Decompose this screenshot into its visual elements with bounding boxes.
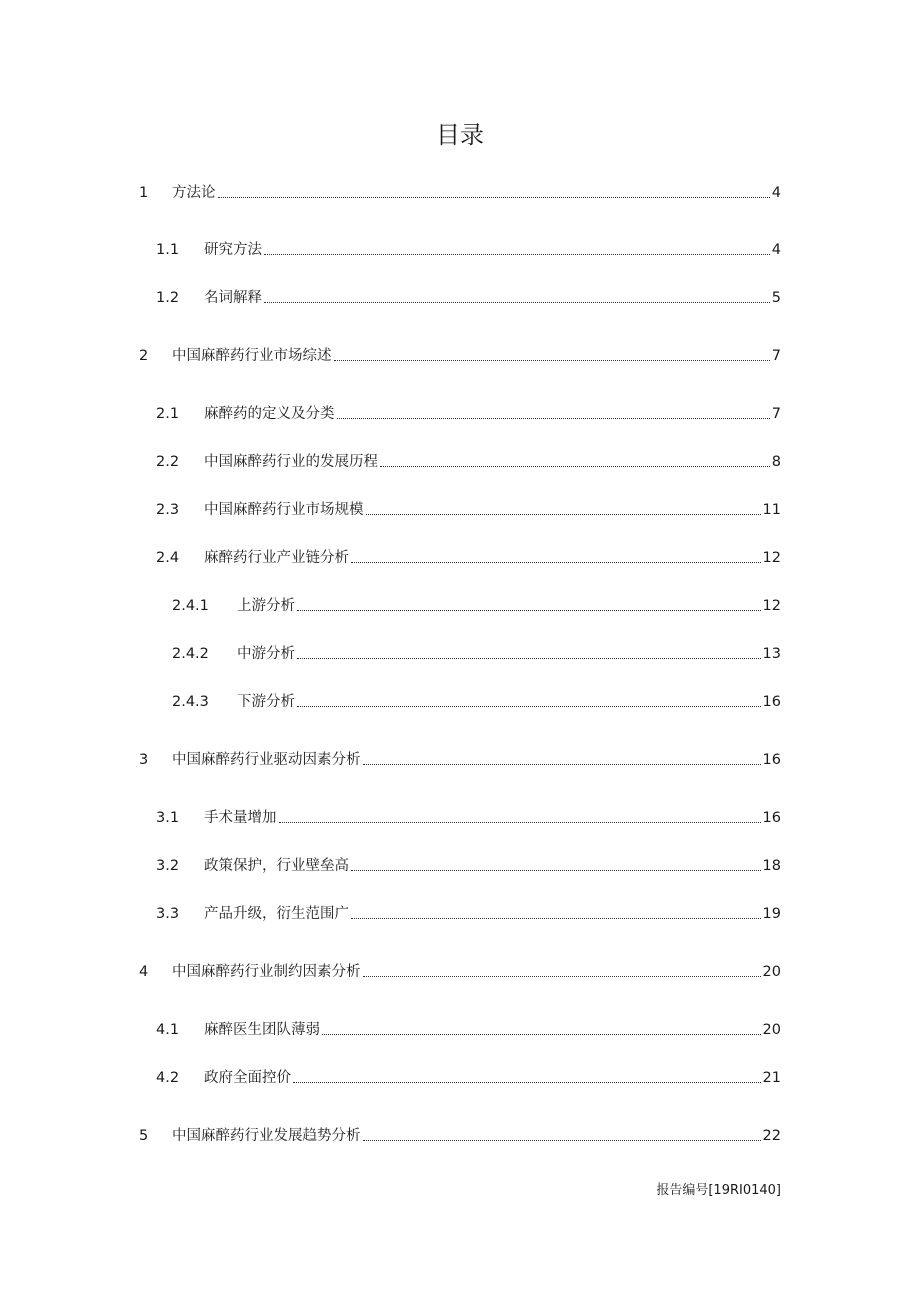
- toc-label: 手术量增加: [204, 810, 277, 826]
- toc-page-number: 12: [762, 598, 781, 614]
- toc-number: 2.4.3: [172, 694, 209, 710]
- toc-page-number: 8: [771, 454, 781, 470]
- toc-leader: [351, 870, 761, 871]
- toc-leader: [351, 562, 761, 563]
- toc-entry-2-4-2[interactable]: [172, 643, 781, 665]
- toc-number: 4.1: [156, 1022, 180, 1038]
- toc-page-number: 19: [762, 906, 781, 922]
- toc-entry-2-4-1[interactable]: [172, 595, 781, 617]
- toc-number: 4: [139, 964, 149, 980]
- toc-number: 2.1: [156, 406, 180, 422]
- toc-page-number: 16: [762, 694, 781, 710]
- toc-leader: [322, 1034, 761, 1035]
- toc-label: 政策保护，行业壁垒高: [204, 858, 349, 874]
- toc-entry-4[interactable]: [139, 961, 781, 983]
- toc-entry-2-4-3[interactable]: [172, 691, 781, 713]
- toc-label: 名词解释: [204, 290, 262, 306]
- toc-leader: [363, 1140, 761, 1141]
- toc-label: 上游分析: [237, 598, 295, 614]
- toc-page-number: 7: [771, 348, 781, 364]
- toc-number: 2: [139, 348, 149, 364]
- toc-leader: [297, 658, 761, 659]
- toc-number: 2.2: [156, 454, 180, 470]
- toc-leader: [337, 418, 770, 419]
- toc-entry-1-2[interactable]: [156, 287, 781, 309]
- toc-page-number: 21: [762, 1070, 781, 1086]
- toc-label: 产品升级，衍生范围广: [204, 906, 349, 922]
- toc-number: 3.1: [156, 810, 180, 826]
- toc-number: 2.4.1: [172, 598, 209, 614]
- toc-label: 中游分析: [237, 646, 295, 662]
- toc-entry-4-2[interactable]: [156, 1067, 781, 1089]
- toc-page-number: 4: [771, 242, 781, 258]
- toc-label: 麻醉药的定义及分类: [204, 406, 335, 422]
- toc-page-number: 5: [771, 290, 781, 306]
- toc-number: 4.2: [156, 1070, 180, 1086]
- toc-leader: [264, 254, 770, 255]
- toc-leader: [366, 514, 761, 515]
- toc-page-number: 22: [762, 1128, 781, 1144]
- toc-leader: [218, 197, 770, 198]
- toc-label: 中国麻醉药行业发展趋势分析: [172, 1128, 361, 1144]
- toc-entry-1-1[interactable]: [156, 239, 781, 261]
- toc-number: 2.3: [156, 502, 180, 518]
- toc-leader: [380, 466, 770, 467]
- toc-number: 2.4.2: [172, 646, 209, 662]
- toc-label: 中国麻醉药行业制约因素分析: [172, 964, 361, 980]
- toc-number: 1.1: [156, 242, 180, 258]
- toc-label: 中国麻醉药行业市场规模: [204, 502, 364, 518]
- toc-leader: [363, 976, 761, 977]
- toc-leader: [279, 822, 761, 823]
- toc-label: 方法论: [172, 185, 216, 201]
- toc-entry-4-1[interactable]: [156, 1019, 781, 1041]
- toc-leader: [297, 706, 761, 707]
- toc-number: 2.4: [156, 550, 180, 566]
- toc-label: 中国麻醉药行业市场综述: [172, 348, 332, 364]
- toc-leader: [351, 918, 761, 919]
- toc-label: 中国麻醉药行业驱动因素分析: [172, 752, 361, 768]
- toc-leader: [293, 1082, 761, 1083]
- toc-label: 政府全面控价: [204, 1070, 291, 1086]
- toc-entry-2-3[interactable]: [156, 499, 781, 521]
- toc-number: 3: [139, 752, 149, 768]
- toc-number: 3.3: [156, 906, 180, 922]
- toc-entry-3-3[interactable]: [156, 903, 781, 925]
- toc-number: 5: [139, 1128, 149, 1144]
- toc-page-number: 20: [762, 1022, 781, 1038]
- toc-label: 麻醉药行业产业链分析: [204, 550, 349, 566]
- toc-page-number: 20: [762, 964, 781, 980]
- toc-entry-2[interactable]: [139, 345, 781, 367]
- toc-page-number: 16: [762, 752, 781, 768]
- toc-page-number: 12: [762, 550, 781, 566]
- toc-leader: [363, 764, 761, 765]
- toc-page-number: 4: [771, 185, 781, 201]
- toc-entry-2-2[interactable]: [156, 451, 781, 473]
- toc-entry-3[interactable]: [139, 749, 781, 771]
- toc-entry-3-1[interactable]: [156, 807, 781, 829]
- toc-entry-1[interactable]: [139, 182, 781, 204]
- toc-entry-3-2[interactable]: [156, 855, 781, 877]
- toc-page-number: 18: [762, 858, 781, 874]
- toc-label: 中国麻醉药行业的发展历程: [204, 454, 378, 470]
- toc-label: 下游分析: [237, 694, 295, 710]
- toc-number: 1: [139, 185, 149, 201]
- toc-number: 3.2: [156, 858, 180, 874]
- toc-leader: [264, 302, 770, 303]
- toc-leader: [297, 610, 761, 611]
- toc-title: 目录: [436, 121, 484, 149]
- toc-page-number: 11: [762, 502, 781, 518]
- toc-entry-5[interactable]: [139, 1125, 781, 1147]
- toc-entry-2-4[interactable]: [156, 547, 781, 569]
- toc-entry-2-1[interactable]: [156, 403, 781, 425]
- toc-page-number: 7: [771, 406, 781, 422]
- toc-number: 1.2: [156, 290, 180, 306]
- toc-page-number: 13: [762, 646, 781, 662]
- toc-page-number: 16: [762, 810, 781, 826]
- toc-leader: [334, 360, 770, 361]
- report-id: 报告编号[19RI0140]: [656, 1183, 781, 1198]
- toc-label: 麻醉医生团队薄弱: [204, 1022, 320, 1038]
- toc-label: 研究方法: [204, 242, 262, 258]
